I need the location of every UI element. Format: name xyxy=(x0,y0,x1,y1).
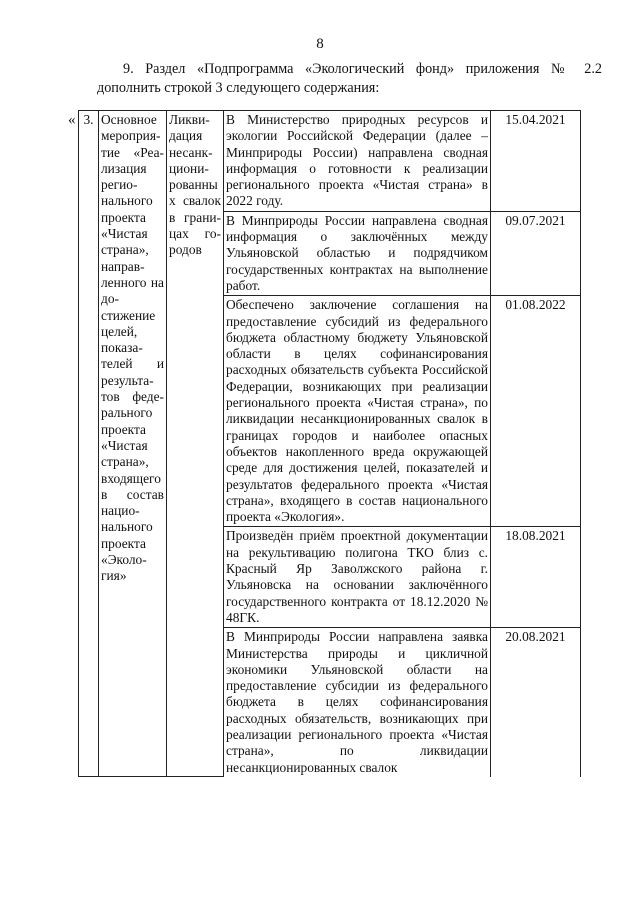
event-date: 01.08.2022 xyxy=(491,296,581,527)
row-number: 3. xyxy=(79,111,99,777)
event-description: Произведён приём проектной документации на рекультивацию полигона ТКО близ с. Красный Яр Заволжского района г. Ульяновска на основании заключённого государственного контракта от 18.12.2020 № 48ГК. xyxy=(224,527,491,628)
event-description: Обеспечено заключение соглашения на предоставление субсидий из федерального бюджета областному бюджету Ульяновской области в целях софинансирования расходных обязательств субъекта Российской Федерации, возникающих при реализации регионального проекта «Чистая страна», по ликвидации несанкционированных свалок в границах городов и наиболее опасных объектов накопленного вреда окружающей среде для достижения целей, показателей и результатов федерального проекта «Чистая страна», входящего в состав национального проекта «Экология». xyxy=(224,296,491,527)
event-description: В Минприроды России направлена сводная информация о заключённых между Ульяновской областью и подрядчиком государственных контрактах на выполнение работ. xyxy=(224,211,491,295)
intro-line-2: дополнить строкой 3 следующего содержания: xyxy=(97,80,380,96)
event-description: В Минприроды России направлена заявка Министерства природы и цикличной экономики Ульяновской области на предоставление субсидии из федерального бюджета в целях софинансирования расходных обязательств, возникающих при реализации регионального проекта «Чистая страна», по ликвидации несанкционированных свалок xyxy=(224,628,491,777)
page-number: 8 xyxy=(316,36,324,52)
table-row xyxy=(79,111,581,212)
intro-paragraph xyxy=(97,60,602,98)
event-description: В Министерство природных ресурсов и экологии Российской Федерации (далее – Минприроды России) направлена сводная информация о готовности к реализации регионального проекта «Чистая страна» в 2022 году. xyxy=(224,111,491,212)
measure-name: Основное мероприятие «Реализация регионального проекта «Чистая страна», направленного на достижение целей, показателей и результатов федерального проекта «Чистая страна», входящего в состав национального проекта «Экология» xyxy=(99,111,167,777)
page-bottom-margin xyxy=(78,888,580,905)
intro-line-1: 9. Раздел «Подпрограмма «Экологический фонд» приложения № 2.2 xyxy=(123,61,602,77)
event-date: 09.07.2021 xyxy=(491,211,581,295)
event-date: 20.08.2021 xyxy=(491,628,581,777)
opening-quote: « xyxy=(68,112,76,128)
event-date: 15.04.2021 xyxy=(491,111,581,212)
task-name: Ликвидация несанкционированных свалок в границах городов xyxy=(167,111,224,777)
event-date: 18.08.2021 xyxy=(491,527,581,628)
program-table xyxy=(78,110,581,777)
